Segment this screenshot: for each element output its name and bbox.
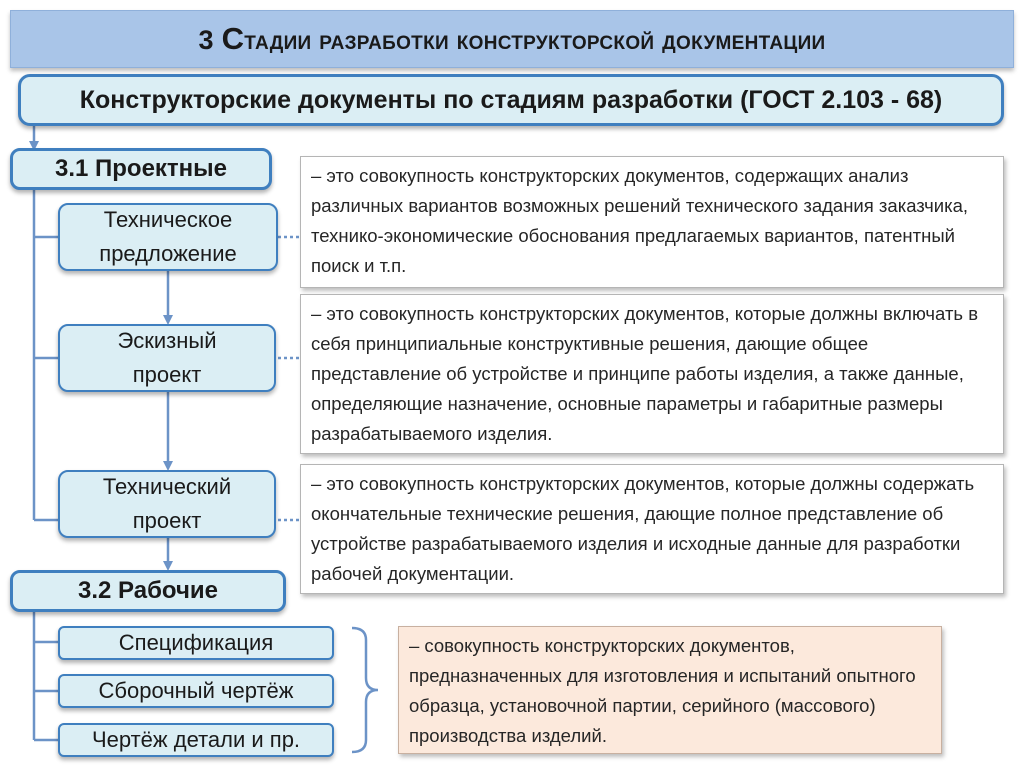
title-first-letter: С — [221, 21, 245, 56]
desc-sketch-project: – это совокупность конструкторских документов, которые должны включать в себя принципиальные конструктивные решения, дающие общее представление об устройстве и принципе работы изделия, а также данные, определяющие назначение, основные параметры и габаритные размеры разрабатываемого изделия. — [300, 294, 1004, 454]
stage-design-box — [10, 148, 272, 190]
title-number: 3 — [198, 25, 214, 55]
tech-proposal-label: Техническое предложение — [99, 207, 237, 266]
sketch-project-label: Эскизный проект — [117, 328, 217, 387]
tech-project-label: Технический проект — [102, 474, 232, 533]
page-title — [198, 21, 825, 57]
header-text: Конструкторские документы по стадиям разработки (ГОСТ 2.103 - 68) — [79, 85, 943, 114]
detail-drawing-box — [58, 723, 334, 757]
stage-working-label: 3.2 Рабочие — [78, 577, 218, 604]
assembly-drawing-box — [58, 674, 334, 708]
stage-design-label: 3.1 Проектные — [54, 155, 228, 182]
title-bar — [10, 10, 1014, 68]
desc-tech-project: – это совокупность конструкторских документов, которые должны содержать окончательные технические решения, дающие полное представление об устройстве разрабатываемого изделия и исходные данные для разработки рабочей документации. — [300, 464, 1004, 594]
detail-drawing-label: Чертёж детали и пр. — [91, 727, 301, 752]
stage-working-box — [10, 570, 286, 612]
desc-tech-proposal: – это совокупность конструкторских документов, содержащих анализ различных вариантов возможных решений технического задания заказчика, технико-экономические обоснования предлагаемых вариантов, патентный поиск и т.п. — [300, 156, 1004, 288]
curly-brace — [352, 628, 378, 752]
tech-project-box — [58, 470, 276, 538]
tech-proposal-box — [58, 203, 278, 271]
specification-box — [58, 626, 334, 660]
title-rest: тадии разработки конструкторской документации — [244, 25, 826, 55]
assembly-drawing-label: Сборочный чертёж — [98, 678, 294, 703]
specification-label: Спецификация — [118, 630, 274, 655]
header-box — [18, 74, 1004, 126]
desc-working-docs: – совокупность конструкторских документов, предназначенных для изготовления и испытаний опытного образца, установочной партии, серийного (массового) производства изделий. — [398, 626, 942, 754]
sketch-project-box — [58, 324, 276, 392]
